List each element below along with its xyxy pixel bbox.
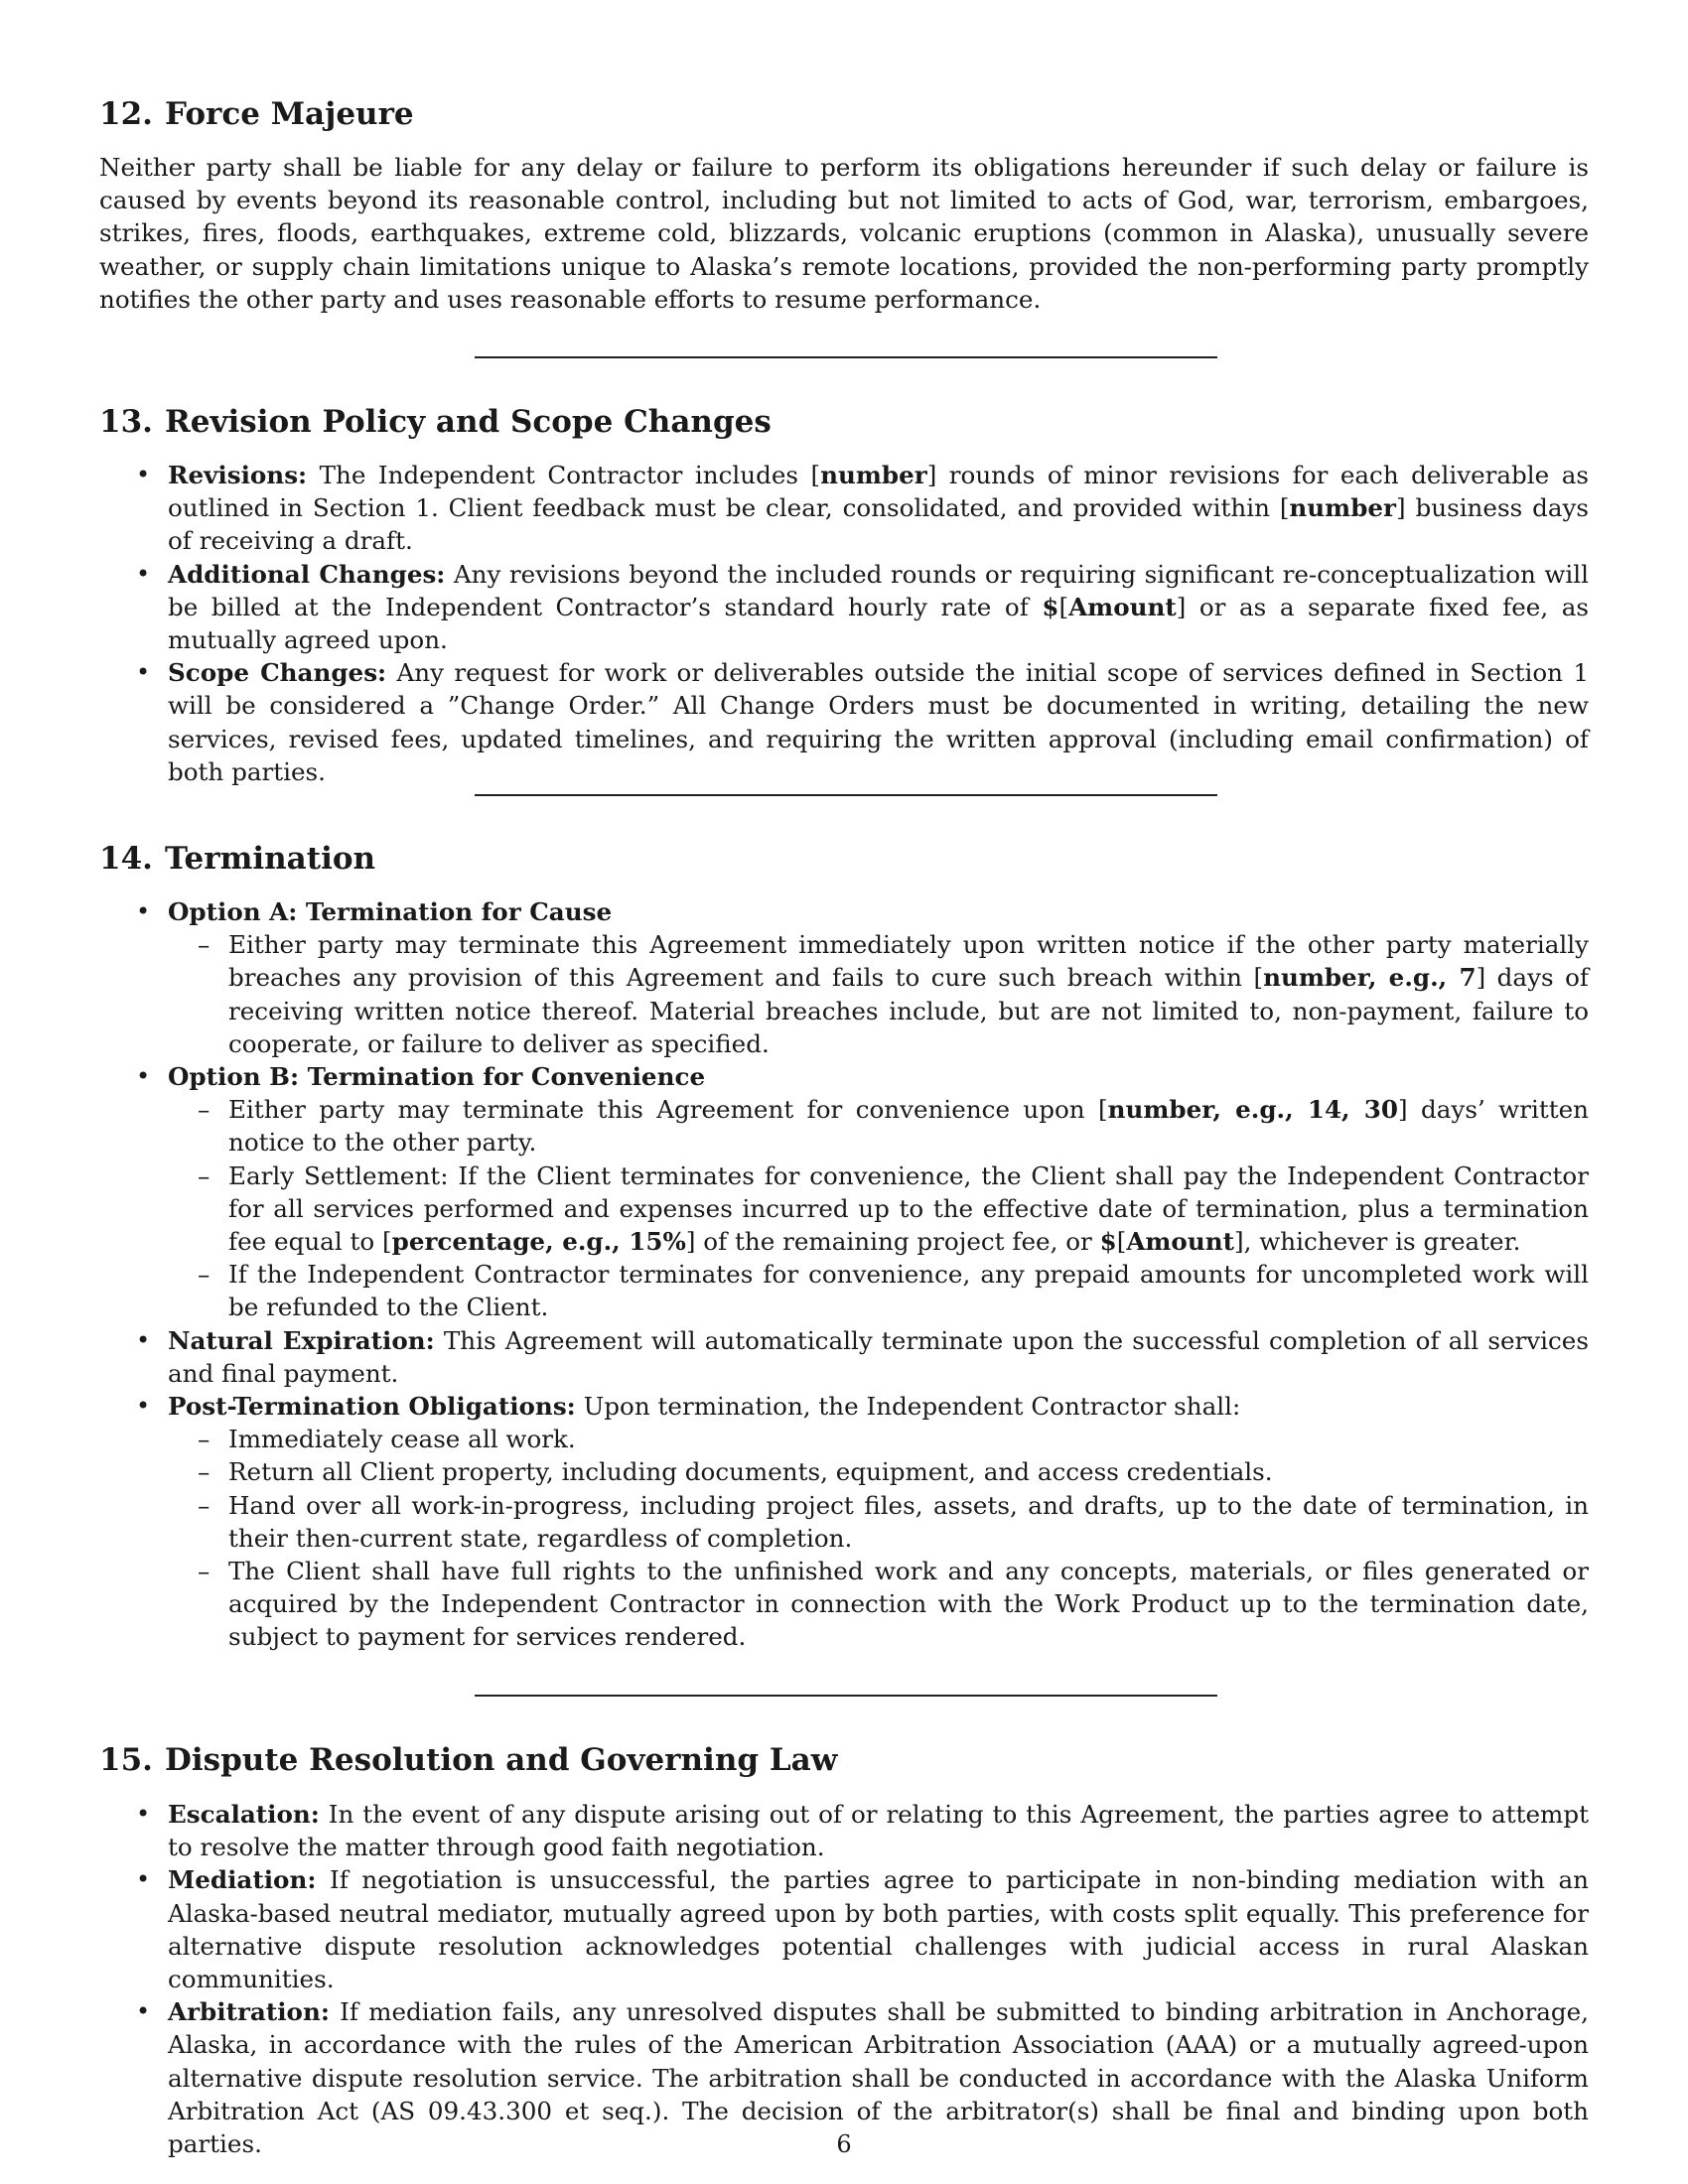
sublist-item [168,1160,1589,1259]
list-item-option-b [99,1060,1589,1324]
item-text: Either party may terminate this Agreement for convenience upon [ [228,1095,1108,1125]
list-item-scope-changes [99,656,1589,788]
item-text: ] or as a separate fixed fee, as mutually agreed upon. [168,592,1589,655]
item-text: [ [1116,1227,1127,1257]
item-text: ] days of receiving written notice thereof. Material breaches include, but are not limited to, non-payment, failure to cooperate, or failure to deliver as specified. [228,963,1589,1058]
section-number: 13. [99,404,153,440]
item-text: The Independent Contractor includes [ [307,461,821,489]
item-text: Either party may terminate this Agreement immediately upon written notice if the other party materially breaches any provision of this Agreement and fails to cure such breach within [ [228,930,1589,993]
item-text: In the event of any dispute arising out of or relating to this Agreement, the parties agree to attempt to resolve the matter through good faith negotiation. [168,1800,1589,1862]
item-label: Revisions: [168,461,308,489]
placeholder-field: $ [1099,1227,1117,1257]
item-text: Upon termination, the Independent Contractor shall: [575,1392,1241,1422]
dispute-resolution-list [99,1798,1589,2160]
item-text: This Agreement will automatically terminate upon the successful completion of all services and final payment. [168,1325,1589,1388]
sublist-item [168,928,1589,1060]
item-label: Arbitration: [168,1997,330,2027]
item-label: Post-Termination Obligations: [168,1392,576,1422]
item-text: If mediation fails, any unresolved disputes shall be submitted to binding arbitration in Anchorage, Alaska, in accordance with the rules of the American Arbitration Association (AAA) or a mutually agreed-upon alternative dispute resolution service. The arbitration shall be conducted in accordance with the Alaska Uniform Arbitration Act (AS 09.43.300 et seq.). The decision of the arbitrator(s) shall be final and binding upon both parties. [168,1997,1589,2159]
item-text: ] rounds of minor revisions for each deliverable as outlined in Section 1. Client feedback must be clear, consolidated, and provided within [ [168,461,1589,523]
list-item-additional-changes [99,558,1589,657]
list-item-post-termination [99,1390,1589,1654]
section-12-heading [99,94,414,134]
section-title: Termination [165,841,376,877]
item-label: Escalation: [168,1800,320,1829]
item-text: ] business days of receiving a draft. [168,493,1589,556]
item-text: Any request for work or deliverables outside the initial scope of services defined in Section 1 will be considered a ”Change Order.” All Change Orders must be documented in writing, detailing the new services, revised fees, updated timelines, and requiring the written approval (including email confirmation) of both parties. [168,658,1589,786]
section-title: Dispute Resolution and Governing Law [165,1742,838,1778]
list-item-mediation [99,1863,1589,1995]
section-title: Revision Policy and Scope Changes [165,404,772,440]
placeholder-field: $ [1042,592,1059,621]
item-text: ], whichever is greater. [1233,1227,1521,1257]
item-text: Any revisions beyond the included rounds or requiring significant re-conceptualization will be billed at the Independent Contractor’s standard hourly rate of [168,559,1590,621]
sublist-item [168,1093,1589,1159]
post-termination-sublist [168,1423,1589,1653]
list-item-natural-expiration [99,1324,1589,1390]
option-b-sublist [168,1093,1589,1323]
option-a-sublist [168,928,1589,1060]
placeholder-field: number [820,461,927,489]
item-text: ] days’ written notice to the other party. [228,1095,1590,1158]
page-number: 6 [836,2130,852,2158]
section-15-heading [99,1740,837,1780]
section-number: 12. [99,96,153,132]
item-label: Additional Changes: [168,559,446,589]
section-divider [475,356,1217,358]
item-label: Scope Changes: [168,658,387,688]
item-label: Option B: Termination for Convenience [168,1062,706,1092]
force-majeure-paragraph: Neither party shall be liable for any delay or failure to perform its obligations hereunder if such delay or failure is caused by events beyond its reasonable control, including but not limited to acts of God, war, terrorism, embargoes, strikes, fires, floods, earthquakes, extreme cold, blizzards, volcanic eruptions (common in Alaska), unusually severe weather, or supply chain limitations unique to Alaska’s remote locations, provided the non-performing party promptly notifies the other party and uses reasonable efforts to resume performance. [99,153,1589,314]
section-divider [475,794,1217,796]
sublist-item: – Return all Client property, including documents, equipment, and access credentials. [168,1455,1589,1488]
sublist-item: – Hand over all work-in-progress, including project files, assets, and drafts, up to the date of termination, in their then-current state, regardless of completion. [168,1489,1589,1555]
sublist-item: – Immediately cease all work. [168,1423,1589,1455]
item-text: [ [1058,592,1069,621]
placeholder-field: percentage, e.g., 15% [391,1227,686,1257]
sublist-item: – The Client shall have full rights to the unfinished work and any concepts, materials, or files generated or acquired by the Independent Contractor in connection with the Work Product up to the termination date, subject to payment for services rendered. [168,1555,1589,1654]
list-item-option-a [99,895,1589,1060]
section-divider [475,1695,1217,1697]
placeholder-field: number, e.g., 7 [1263,963,1477,993]
section-13-heading [99,402,772,442]
list-item-escalation [99,1798,1589,1863]
item-text: ] of the remaining project fee, or [685,1227,1100,1257]
item-label: Mediation: [168,1865,317,1895]
item-text: If negotiation is unsuccessful, the parties agree to participate in non-binding mediation with an Alaska-based neutral mediator, mutually agreed upon by both parties, with costs split equally. This preference for alternative dispute resolution acknowledges potential challenges with judicial access in rural Alaskan communities. [168,1865,1589,1994]
item-text: Early Settlement: If the Client terminates for convenience, the Client shall pay the Independent Contractor for all services performed and expenses incurred up to the effective date of termination, plus a termination fee equal to [ [228,1160,1589,1257]
revision-policy-list [99,459,1589,788]
list-item-revisions [99,459,1589,558]
item-label: Option A: Termination for Cause [168,897,613,926]
section-14-heading [99,839,375,879]
placeholder-field: Amount [1068,592,1177,621]
item-label: Natural Expiration: [168,1325,435,1355]
termination-list [99,895,1589,1654]
placeholder-field: number, e.g., 14, 30 [1107,1095,1399,1125]
placeholder-field: number [1289,493,1397,523]
placeholder-field: Amount [1126,1227,1234,1257]
section-number: 15. [99,1742,153,1778]
section-title: Force Majeure [165,96,414,132]
sublist-item: – If the Independent Contractor terminates for convenience, any prepaid amounts for uncompleted work will be refunded to the Client. [168,1258,1589,1323]
section-number: 14. [99,841,153,877]
